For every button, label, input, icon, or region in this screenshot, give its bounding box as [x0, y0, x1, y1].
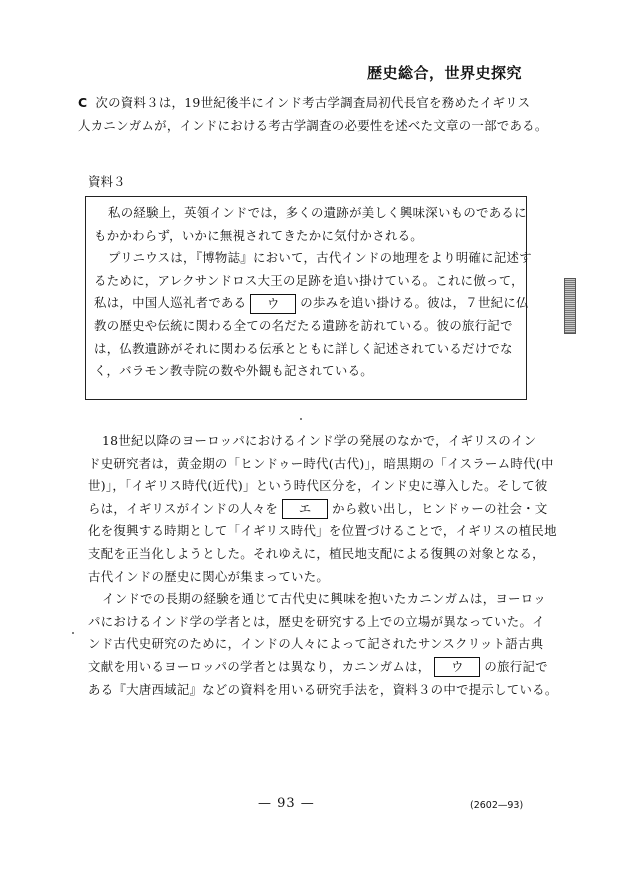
source-line: は，仏教遺跡がそれに関わる伝承とともに詳しく記述されているだけでな: [94, 340, 513, 356]
body-line: [88, 656, 548, 679]
body-line: 18世紀以降のヨーロッパにおけるインド学の発展のなかで，イギリスのイン: [102, 433, 537, 448]
source-line: 教の歴史や伝統に関わる全ての名だたる遺跡を訪れている。彼の旅行記で: [94, 317, 513, 333]
blank-u: ウ: [250, 294, 296, 314]
body-line: インドでの長期の経験を通じて古代史に興味を抱いたカニンガムは，ヨーロッ: [102, 591, 546, 607]
page-number: — 93 —: [258, 796, 315, 811]
body-line: 支配を正当化しようとした。それゆえに，植民地支配による復興の対象となる，: [88, 545, 545, 561]
body-line-part: らは，イギリスがインドの人々を: [88, 500, 279, 516]
intro-line: 人カニンガムが，インドにおける考古学調査の必要性を述べた文章の一部である。: [78, 117, 548, 133]
source-text: [94, 202, 532, 383]
body-line-part: の旅行記で: [484, 658, 548, 674]
body-line: 古代インドの歴史に関心が集まっていた。: [88, 568, 330, 584]
body-line: 世)」，「イギリス時代(近代)」という時代区分を，インド史に導入した。そして彼: [88, 478, 548, 494]
question-marker: C: [78, 95, 88, 110]
blank-u: ウ: [434, 657, 480, 677]
body-line: ンド古代史研究のために，インドの人々によって記されたサンスクリット語古典: [88, 636, 544, 652]
body-line: ド史研究者は，黄金期の「ヒンドゥー時代(古代)」，暗黒期の「イスラーム時代(中: [88, 455, 554, 471]
body-line: 化を復興する時期として「イギリス時代」を位置づけることで，イギリスの植民地: [88, 523, 557, 539]
side-index-tab: [564, 278, 576, 334]
intro-line: 次の資料３は，19世紀後半にインド考古学調査局初代長官を務めたイギリス: [95, 95, 531, 110]
source-label: 資料３: [88, 174, 126, 189]
source-line: [94, 292, 529, 315]
body-line: パにおけるインド学の学者とは，歴史を研究する上での立場が異なっていた。イ: [88, 613, 545, 629]
body-line: [88, 498, 548, 521]
source-line: もかかわらず，いかに無視されてきたかに気付かされる。: [94, 227, 423, 243]
body-line-part: から救い出し，ヒンドゥーの社会・文: [332, 500, 548, 516]
scan-dot: [72, 632, 74, 634]
body-line: ある『大唐西域記』などの資料を用いる研究手法を，資料３の中で提示している。: [88, 681, 558, 697]
source-line: プリニウスは，『博物誌』において，古代インドの地理をより明確に記述す: [108, 250, 532, 266]
body-text: [88, 430, 558, 701]
page-code: (2602—93): [470, 800, 524, 811]
source-line-part: の歩みを追い掛ける。彼は，７世紀に仏: [300, 295, 529, 311]
body-line-part: 文献を用いるヨーロッパの学者とは異なり，カニンガムは，: [88, 658, 431, 674]
subject-header: 歴史総合，世界史探究: [366, 64, 522, 82]
question-intro: [78, 92, 548, 137]
source-line: く，バラモン教寺院の数や外観も記されている。: [94, 363, 373, 379]
blank-e: エ: [282, 499, 328, 519]
source-line: 私の経験上，英領インドでは，多くの遺跡が美しく興味深いものであるに: [108, 205, 527, 220]
source-line: るために，アレクサンドロス大王の足跡を追い掛けている。これに倣って，: [94, 272, 524, 288]
source-line-part: 私は，中国人巡礼者である: [94, 295, 247, 311]
scan-dot: [300, 418, 302, 420]
